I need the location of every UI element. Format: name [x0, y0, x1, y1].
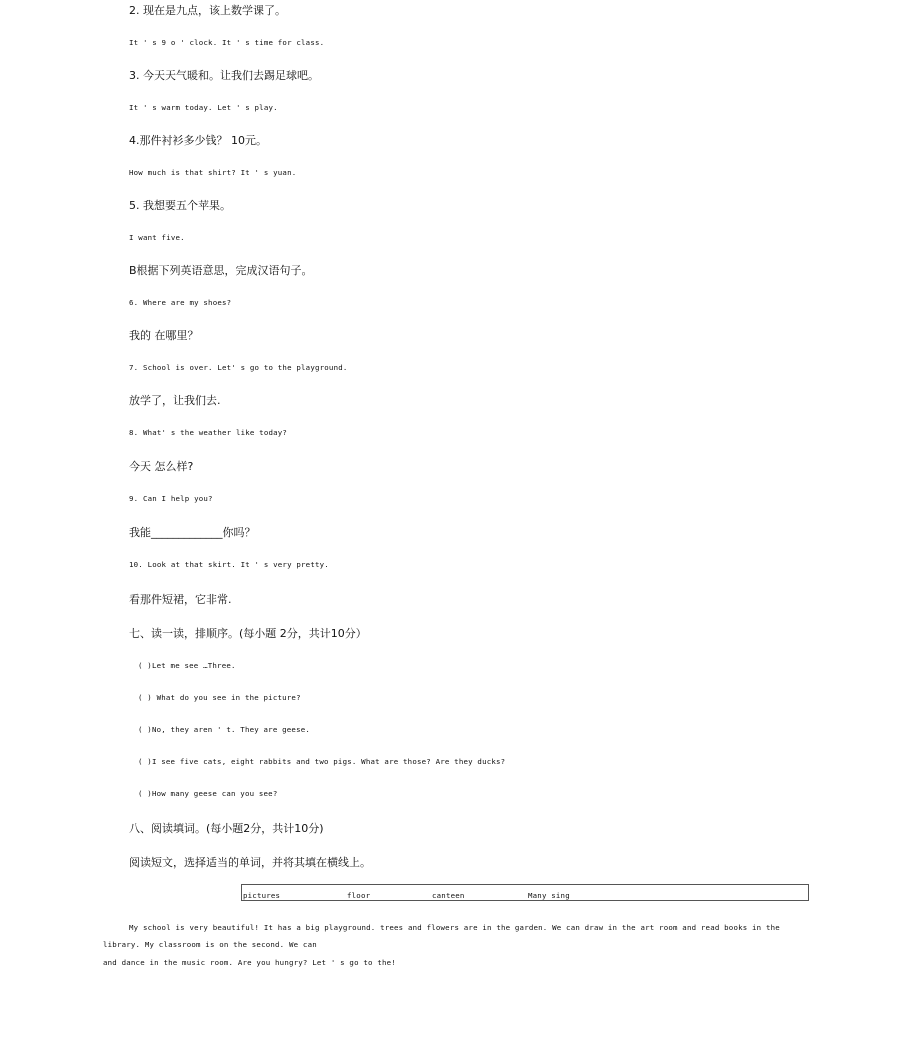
item-7-chinese: 放学了，让我们去. [129, 394, 221, 407]
passage-line-3: and dance in the music room. Are you hungry? Let ' s go to the! [103, 958, 396, 967]
item-6-chinese: 我的 在哪里？ [129, 329, 199, 342]
word-bank-item: floor [347, 891, 371, 900]
section-8-title: 八、阅读填词。(每小题2分，共计10分) [129, 822, 324, 835]
order-item-2: ( ) What do you see in the picture? [138, 693, 301, 702]
order-item-1: ( )Let me see …Three. [138, 661, 236, 670]
word-bank-item: pictures [243, 891, 281, 900]
section-8-instruction: 阅读短文，选择适当的单词，并将其填在横线上。 [129, 856, 371, 869]
word-bank-item: Many sing [528, 891, 570, 900]
order-item-4: ( )I see five cats, eight rabbits and two pigs. What are those? Are they ducks? [138, 757, 506, 766]
item-9-english: 9. Can I help you? [129, 494, 213, 503]
item-10-english: 10. Look at that skirt. It ' s very pretty. [129, 560, 329, 569]
item-3-chinese: 3. 今天天气暖和。让我们去踢足球吧。 [129, 69, 319, 82]
word-bank-box [241, 884, 809, 901]
item-6-english: 6. Where are my shoes? [129, 298, 232, 307]
item-8-english: 8. What' s the weather like today? [129, 428, 288, 437]
word-bank-item: canteen [432, 891, 465, 900]
item-3-english: It ' s warm today. Let ' s play. [129, 103, 278, 112]
passage-line-2: library. My classroom is on the second. We can [103, 940, 317, 949]
item-5-chinese: 5. 我想要五个苹果。 [129, 199, 231, 212]
item-9-chinese: 我能_____________你吗？ [129, 526, 256, 539]
order-item-5: ( )How many geese can you see? [138, 789, 278, 798]
item-5-english: I want five. [129, 233, 185, 242]
item-7-english: 7. School is over. Let' s go to the playground. [129, 363, 348, 372]
item-4-chinese: 4.那件衬衫多少钱？ 10元。 [129, 134, 267, 147]
item-8-chinese: 今天 怎么样? [129, 460, 194, 473]
item-2-chinese: 2. 现在是九点，该上数学课了。 [129, 4, 286, 17]
order-item-3: ( )No, they aren ' t. They are geese. [138, 725, 311, 734]
section-7-title: 七、读一读，排顺序。(每小题 2分，共计10分） [129, 627, 367, 640]
item-2-english: It ' s 9 o ' clock. It ' s time for class. [129, 38, 325, 47]
section-b-title: B根据下列英语意思，完成汉语句子。 [129, 264, 313, 277]
item-4-english: How much is that shirt? It ' s yuan. [129, 168, 297, 177]
passage-line-1: My school is very beautiful! It has a big playground. trees and flowers are in the garden. We can draw in the art room and read books in the [129, 923, 780, 932]
item-10-chinese: 看那件短裙，它非常. [129, 593, 232, 606]
